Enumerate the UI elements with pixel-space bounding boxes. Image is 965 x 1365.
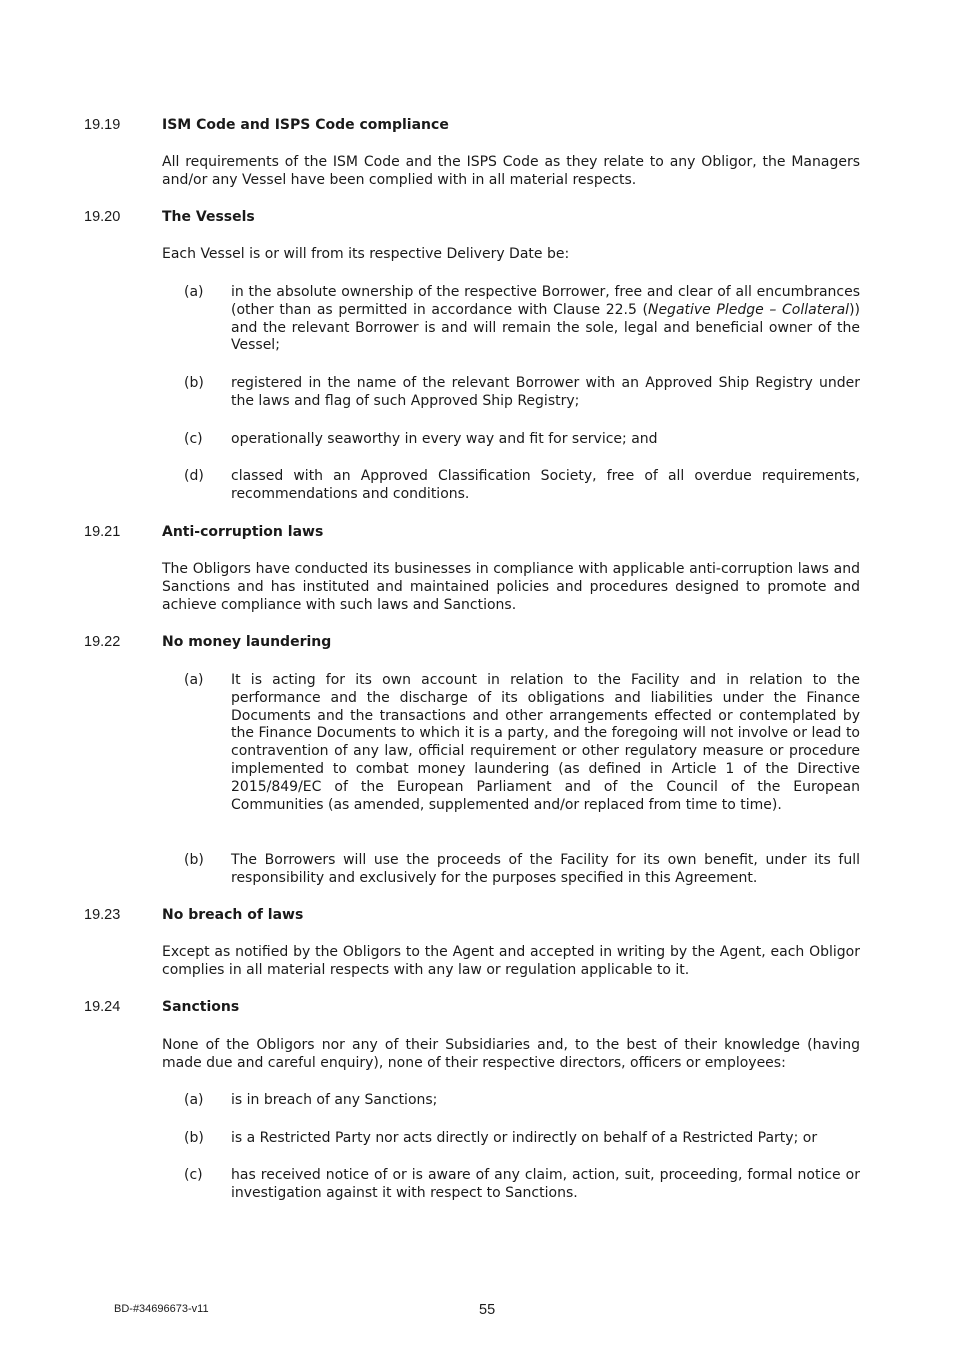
section-heading: Anti-corruption laws: [162, 524, 324, 540]
list-item-text: classed with an Approved Classification Society, free of all overdue requirements, recommendations and conditions.: [231, 468, 860, 502]
section-body: Except as notified by the Obligors to the Agent and accepted in writing by the Agent, each Obligor complies in all material respects with any law or regulation applicable to it.: [162, 944, 860, 978]
section-body: All requirements of the ISM Code and the ISPS Code as they relate to any Obligor, the Managers and/or any Vessel have been complied with in all material respects.: [162, 154, 860, 188]
section-number: 19.22: [84, 634, 121, 650]
section-number: 19.21: [84, 524, 121, 540]
section-heading: Sanctions: [162, 999, 240, 1015]
section-heading: No breach of laws: [162, 907, 304, 923]
list-item-label: (a): [184, 672, 204, 688]
section-intro: None of the Obligors nor any of their Subsidiaries and, to the best of their knowledge (having made due and careful enquiry), none of their respective directors, officers or employees:: [162, 1037, 860, 1071]
list-item-text: in the absolute ownership of the respective Borrower, free and clear of all encumbrances (other than as permitted in accordance with Clause 22.5 (Negative Pledge – Collateral)) and the relevant Borrower is and will remain the sole, legal and beneficial owner of the Vessel;: [231, 284, 860, 354]
page-number: 55: [479, 1302, 496, 1318]
list-item-text: operationally seaworthy in every way and fit for service; and: [231, 431, 658, 447]
list-item-label: (a): [184, 1092, 204, 1108]
section-number: 19.20: [84, 209, 121, 225]
document-reference: BD-#34696673-v11: [114, 1303, 209, 1315]
list-item-text: The Borrowers will use the proceeds of the Facility for its own benefit, under its full responsibility and exclusively for the purposes specified in this Agreement.: [231, 852, 860, 886]
list-item-text: It is acting for its own account in relation to the Facility and in relation to the performance and the discharge of its obligations and liabilities under the Finance Documents and the transactions and other arrangements effected or contemplated by the Finance Documents to which it is a party, and the foregoing will not involve or lead to contravention of any law, official requirement or other regulatory measure or procedure implemented to combat money laundering (as defined in Article 1 of the Directive 2015/849/EC of the European Parliament and of the Council of the European Communities (as amended, supplemented and/or replaced from time to time).: [231, 672, 860, 813]
section-body: The Obligors have conducted its businesses in compliance with applicable anti-corruption laws and Sanctions and has instituted and maintained policies and procedures designed to promote and achieve compliance with such laws and Sanctions.: [162, 561, 860, 613]
list-item-label: (b): [184, 375, 204, 391]
section-number: 19.19: [84, 117, 121, 133]
section-number: 19.23: [84, 907, 121, 923]
list-item-label: (c): [184, 1167, 203, 1183]
list-item-label: (a): [184, 284, 204, 300]
section-intro: Each Vessel is or will from its respective Delivery Date be:: [162, 246, 570, 262]
section-heading: ISM Code and ISPS Code compliance: [162, 117, 449, 133]
list-item-label: (b): [184, 1130, 204, 1146]
section-number: 19.24: [84, 999, 121, 1015]
list-item-text: is in breach of any Sanctions;: [231, 1092, 438, 1108]
list-item-text: is a Restricted Party nor acts directly or indirectly on behalf of a Restricted Party; or: [231, 1130, 818, 1146]
list-item-label: (c): [184, 431, 203, 447]
section-heading: The Vessels: [162, 209, 255, 225]
list-item-text: has received notice of or is aware of any claim, action, suit, proceeding, formal notice or investigation against it with respect to Sanctions.: [231, 1167, 860, 1201]
list-item-text: registered in the name of the relevant Borrower with an Approved Ship Registry under the laws and flag of such Approved Ship Registry;: [231, 375, 860, 409]
list-item-label: (d): [184, 468, 204, 484]
section-heading: No money laundering: [162, 634, 332, 650]
list-item-label: (b): [184, 852, 204, 868]
